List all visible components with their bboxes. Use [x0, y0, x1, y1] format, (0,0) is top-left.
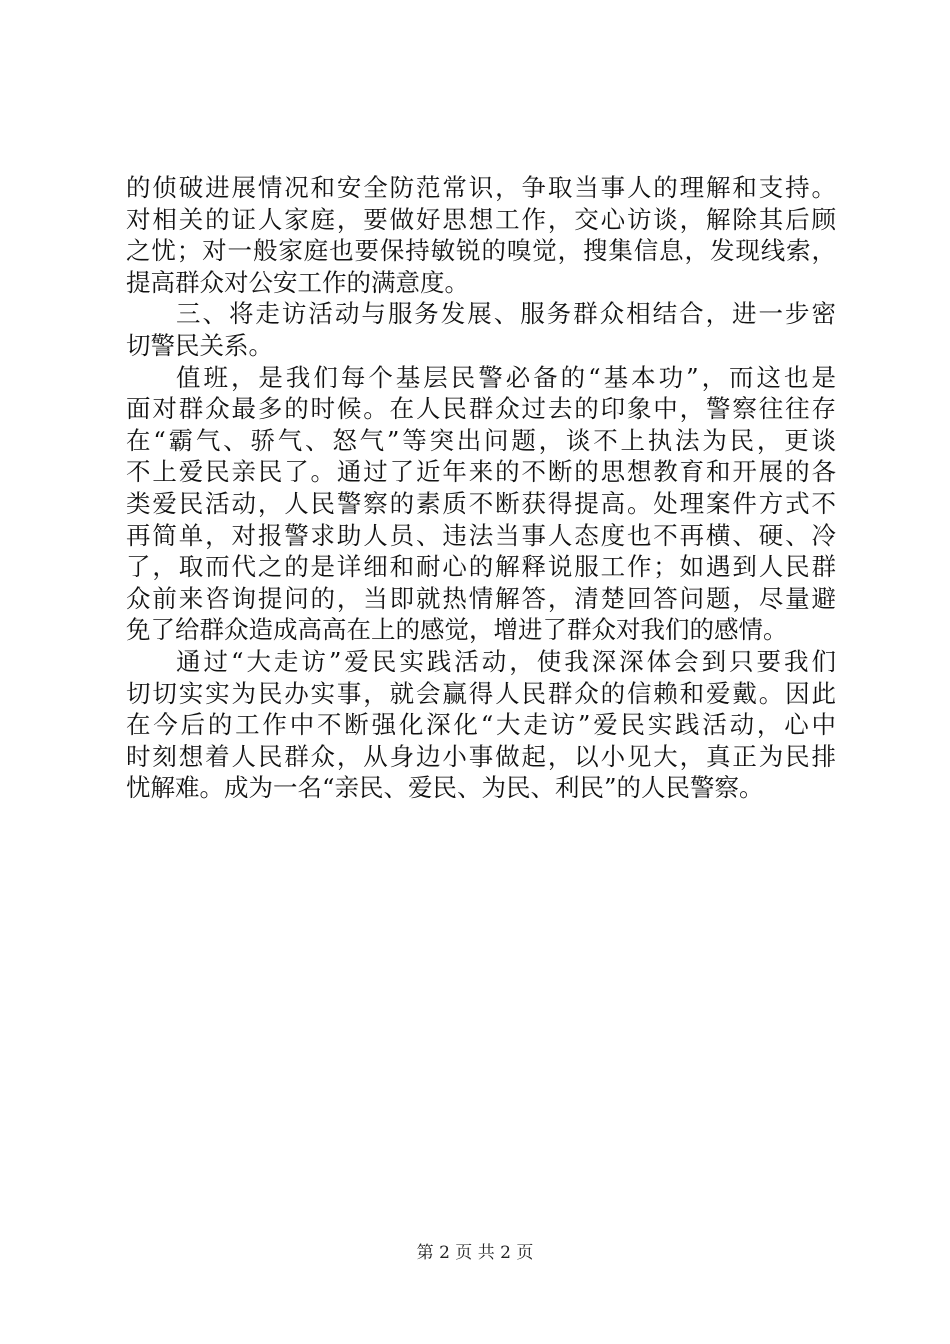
text-line: 之忧；对一般家庭也要保持敏锐的嗅觉，搜集信息，发现线索，: [126, 236, 836, 266]
document-body: [126, 172, 836, 804]
text-line: 值班，是我们每个基层民警必备的“基本功”，而这也是: [176, 362, 836, 392]
text-line: 不上爱民亲民了。通过了近年来的不断的思想教育和开展的各: [126, 457, 836, 487]
section-heading-line: 切警民关系。: [126, 330, 273, 360]
text-line: 面对群众最多的时候。在人民群众过去的印象中，警察往往存: [126, 394, 836, 424]
text-line: 众前来咨询提问的，当即就热情解答，清楚回答问题，尽量避: [126, 583, 836, 613]
text-line: 类爱民活动，人民警察的素质不断获得提高。处理案件方式不: [126, 488, 836, 518]
text-line: 通过“大走访”爱民实践活动，使我深深体会到只要我们: [176, 646, 836, 676]
text-line: 在“霸气、骄气、怒气”等突出问题，谈不上执法为民，更谈: [126, 425, 836, 455]
text-line: 在今后的工作中不断强化深化“大走访”爱民实践活动，心中: [126, 710, 836, 740]
text-line: 切切实实为民办实事，就会赢得人民群众的信赖和爱戴。因此: [126, 678, 836, 708]
page-number-footer: 第 2 页 共 2 页: [416, 1243, 534, 1263]
text-line: 忧解难。成为一名“亲民、爱民、为民、利民”的人民警察。: [126, 773, 764, 803]
text-line: 的侦破进展情况和安全防范常识，争取当事人的理解和支持。: [126, 173, 836, 202]
text-line: 免了给群众造成高高在上的感觉，增进了群众对我们的感情。: [126, 615, 788, 645]
text-line: 提高群众对公安工作的满意度。: [126, 267, 469, 297]
text-line: 了，取而代之的是详细和耐心的解释说服工作；如遇到人民群: [126, 552, 836, 582]
section-heading-line: 三、将走访活动与服务发展、服务群众相结合，进一步密: [176, 299, 836, 329]
text-line: 时刻想着人民群众，从身边小事做起，以小见大，真正为民排: [126, 741, 836, 771]
text-line: 再简单，对报警求助人员、违法当事人态度也不再横、硬、冷: [126, 520, 836, 550]
text-line: 对相关的证人家庭，要做好思想工作，交心访谈，解除其后顾: [126, 204, 836, 234]
